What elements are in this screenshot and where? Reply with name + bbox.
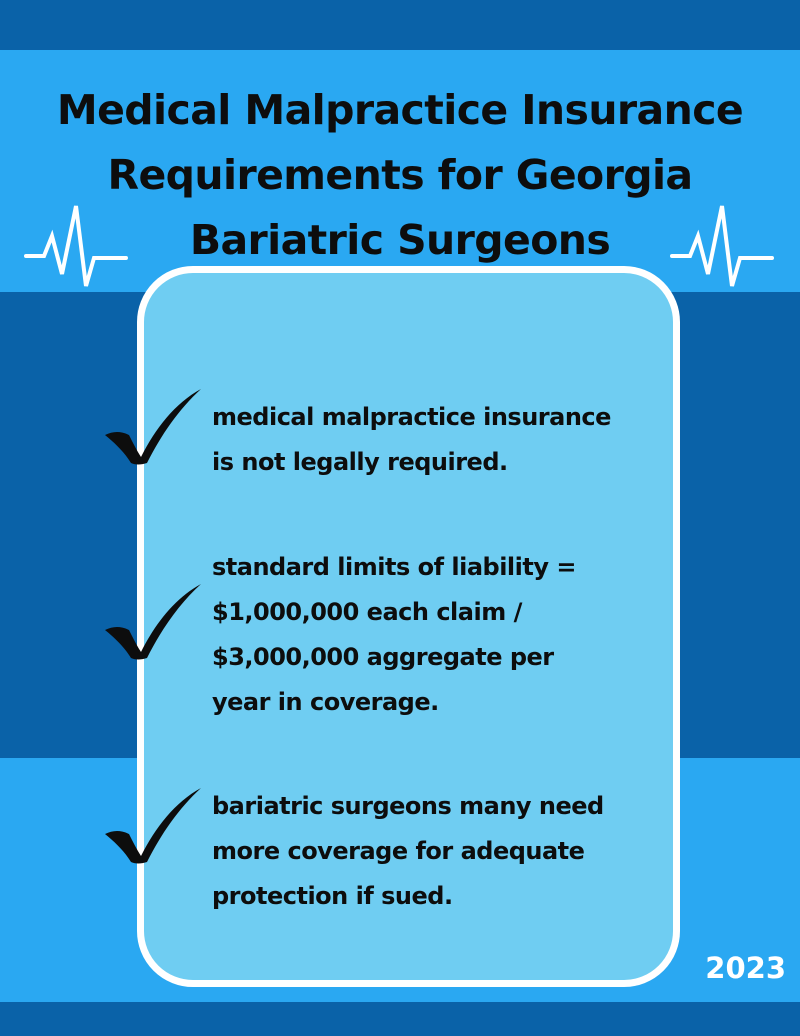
- item-text: [212, 545, 672, 725]
- heartbeat-pulse-icon: [22, 196, 132, 296]
- page-title: [40, 78, 760, 273]
- title-line: Medical Malpractice Insurance: [56, 86, 744, 134]
- item-line: year in coverage.: [212, 688, 439, 716]
- title-line: Requirements for Georgia: [107, 151, 693, 199]
- item-line: is not legally required.: [212, 448, 508, 476]
- item-line: standard limits of liability =: [212, 553, 576, 581]
- item-text: [212, 395, 672, 485]
- item-line: medical malpractice insurance: [212, 403, 611, 431]
- bottom-band: [0, 1002, 800, 1036]
- item-line: $3,000,000 aggregate per: [212, 643, 554, 671]
- checkmark-icon: [103, 385, 203, 465]
- top-band: [0, 0, 800, 50]
- item-text: [212, 784, 672, 919]
- title-line: Bariatric Surgeons: [189, 216, 611, 264]
- year-label: 2023: [705, 951, 786, 985]
- heartbeat-pulse-icon: [668, 196, 778, 296]
- checkmark-icon: [103, 784, 203, 864]
- checkmark-icon: [103, 580, 203, 660]
- item-line: protection if sued.: [212, 882, 453, 910]
- item-line: bariatric surgeons many need: [212, 792, 604, 820]
- item-line: more coverage for adequate: [212, 837, 585, 865]
- item-line: $1,000,000 each claim /: [212, 598, 522, 626]
